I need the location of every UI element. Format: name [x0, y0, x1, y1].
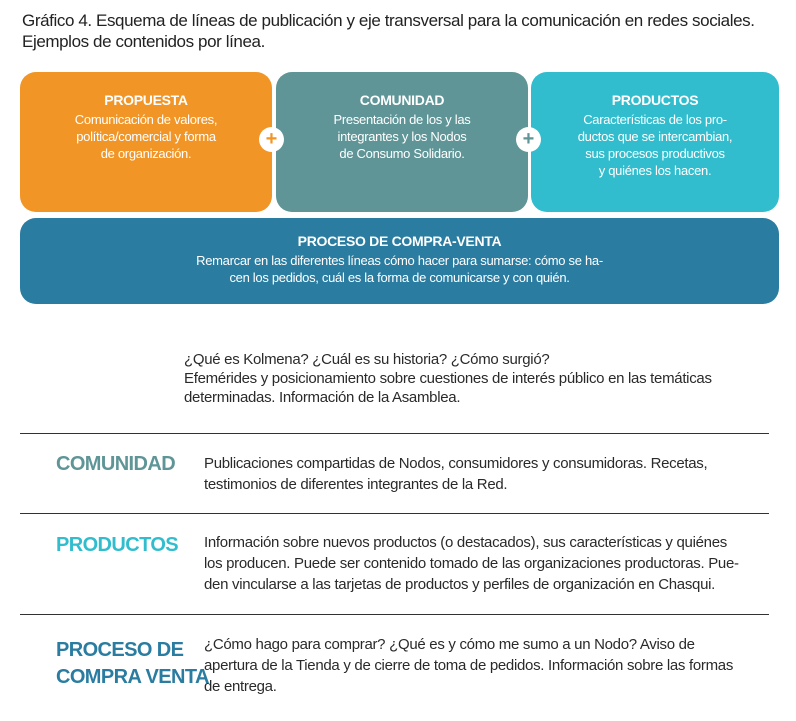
- row-text-productos: Información sobre nuevos productos (o destacados), sus características y quiénes los producen. Puede ser contenido tomado de las organizaciones productoras. Pue-den vincularse a las tarjetas de productos y perfiles de organización en Chasqui.: [204, 534, 739, 593]
- row-title-proceso: PROCESO DE COMPRA VENTA: [56, 639, 209, 688]
- divider: [20, 513, 769, 514]
- proceso-title: PROCESO DE COMPRA-VENTA: [297, 233, 502, 249]
- propuesta-text: Comunicación de valores, política/comercial y forma de organización.: [74, 112, 218, 161]
- comunidad-text: Presentación de los y las integrantes y los Nodos de Consumo Solidario.: [333, 112, 471, 161]
- row-text-proceso: ¿Cómo hago para comprar? ¿Qué es y cómo me sumo a un Nodo? Aviso de apertura de la Tienda y de cierre de toma de pedidos. Información sobre las formas de entrega.: [204, 636, 734, 695]
- propuesta-title: PROPUESTA: [104, 92, 188, 108]
- divider: [20, 433, 769, 434]
- row-title-productos: PRODUCTOS: [56, 534, 179, 556]
- row-text-comunidad: Publicaciones compartidas de Nodos, consumidores y consumidoras. Recetas, testimonios de diferentes integrantes de la Red.: [204, 455, 708, 493]
- productos-box: [531, 72, 779, 212]
- propuesta-row-text: [184, 350, 744, 407]
- plus-icon: +: [259, 127, 284, 152]
- propuesta-box: [20, 72, 272, 212]
- divider: [20, 614, 769, 615]
- comunidad-title: COMUNIDAD: [359, 92, 445, 108]
- proceso-box: [20, 218, 779, 304]
- intro-text: ¿Qué es Kolmena? ¿Cuál es su historia? ¿Cómo surgió? Efemérides y posicionamiento sobre cuestiones de interés público en las temáticas determinadas. Información de la Asamblea.: [184, 351, 712, 406]
- comunidad-box: [276, 72, 528, 212]
- proceso-text: Remarcar en las diferentes líneas cómo hacer para sumarse: cómo se ha- cen los pedidos, cuál es la forma de comunicarse y con quién.: [196, 253, 603, 285]
- productos-title: PRODUCTOS: [611, 92, 699, 108]
- productos-text: Características de los pro- ductos que se intercambian, sus procesos productivos y quiénes los hacen.: [577, 112, 733, 178]
- row-title-comunidad: COMUNIDAD: [56, 453, 176, 475]
- plus-icon: +: [516, 127, 541, 152]
- figure-caption: Gráfico 4. Esquema de líneas de publicación y eje transversal para la comunicación en redes sociales. Ejemplos de contenidos por línea.: [22, 11, 755, 51]
